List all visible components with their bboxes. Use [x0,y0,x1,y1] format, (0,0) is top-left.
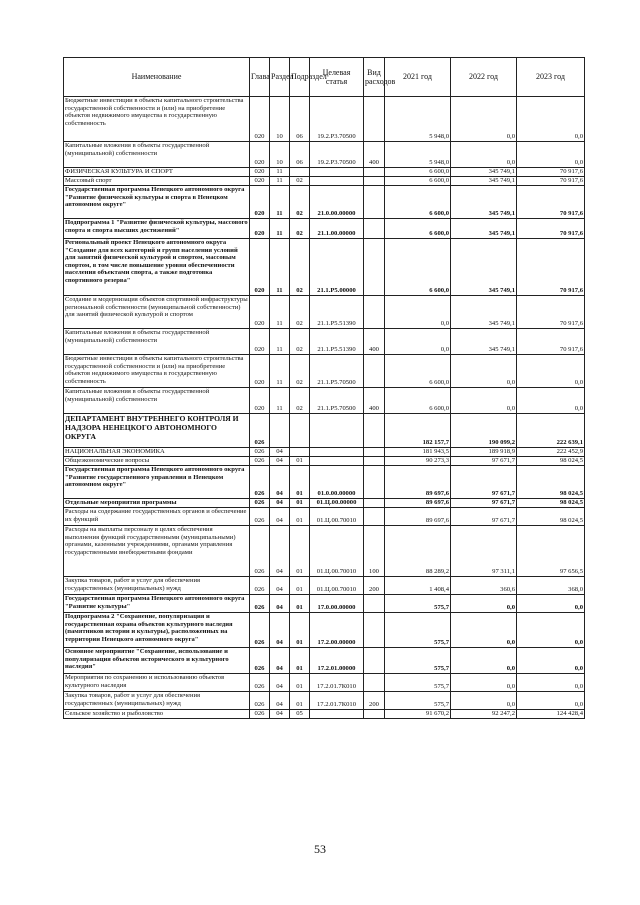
table-row [64,219,585,239]
row-statya [310,448,364,457]
row-2022: 97 671,7 [451,457,517,466]
row-2023: 368,0 [517,577,585,595]
row-2023: 70 917,6 [517,296,585,329]
row-2023: 70 917,6 [517,329,585,355]
row-vid [364,613,385,648]
row-glava: 026 [250,692,270,710]
row-glava: 026 [250,414,270,448]
row-glava: 020 [250,186,270,219]
row-name: Массовый спорт [64,177,250,186]
row-name: Мероприятия по сохранению и использованию объектов культурного наследия [64,674,250,692]
row-2022: 0,0 [451,388,517,414]
row-glava: 020 [250,296,270,329]
row-2021: 575,7 [385,595,451,613]
row-razdel: 04 [270,457,290,466]
row-razdel: 04 [270,613,290,648]
row-glava: 020 [250,97,270,142]
row-name: Бюджетные инвестиции в объекты капитального строительства государственной собственности и (или) на приобретение объектов недвижимого имущества в государственную собственность [64,97,250,142]
row-2023: 0,0 [517,388,585,414]
row-name: Общеэкономические вопросы [64,457,250,466]
row-name: Подпрограмма 2 "Сохранение, популяризация и государственная охрана объектов культурного наследия (памятников истории и культуры), расположенных на территории Ненецкого автономного округа" [64,613,250,648]
row-2021: 89 697,6 [385,466,451,499]
row-glava: 020 [250,219,270,239]
row-2021: 6 600,0 [385,388,451,414]
row-name: Государственная программа Ненецкого автономного округа "Развитие культуры" [64,595,250,613]
row-2023: 70 917,6 [517,168,585,177]
row-glava: 026 [250,577,270,595]
page-number: 53 [314,842,326,856]
header-podrazdel: Подраздел [290,58,310,97]
row-razdel: 10 [270,97,290,142]
row-podrazdel: 01 [290,613,310,648]
row-2021: 91 670,2 [385,710,451,719]
row-2023: 0,0 [517,692,585,710]
row-glava: 026 [250,613,270,648]
row-name: ФИЗИЧЕСКАЯ КУЛЬТУРА И СПОРТ [64,168,250,177]
row-razdel: 11 [270,296,290,329]
table-row [64,648,585,674]
row-podrazdel: 01 [290,457,310,466]
row-2021: 6 600,0 [385,355,451,388]
header-2021: 2021 год [385,58,451,97]
table-row [64,508,585,526]
row-glava: 020 [250,355,270,388]
row-vid: 400 [364,329,385,355]
row-2021: 88 289,2 [385,526,451,577]
row-vid [364,674,385,692]
table-row [64,526,585,577]
row-razdel: 11 [270,329,290,355]
budget-table [63,57,585,719]
row-2021: 6 600,0 [385,177,451,186]
row-statya: 19.2.Р3.70500 [310,97,364,142]
row-name: Государственная программа Ненецкого автономного округа "Развитие государственного управления в Ненецком автономном округе" [64,466,250,499]
header-glava: Глава [250,58,270,97]
header-2023: 2023 год [517,58,585,97]
row-podrazdel: 02 [290,177,310,186]
row-2021: 182 157,7 [385,414,451,448]
row-2022: 345 749,1 [451,219,517,239]
row-podrazdel: 02 [290,219,310,239]
row-razdel: 04 [270,648,290,674]
row-vid: 400 [364,142,385,168]
row-razdel: 04 [270,526,290,577]
row-2022: 360,6 [451,577,517,595]
row-glava: 026 [250,526,270,577]
row-2021: 6 600,0 [385,168,451,177]
row-podrazdel: 02 [290,239,310,296]
row-vid [364,186,385,219]
table-row [64,457,585,466]
row-vid [364,296,385,329]
row-statya: 21.0.00.00000 [310,186,364,219]
row-vid [364,457,385,466]
row-statya: 21.1.Р5.70500 [310,388,364,414]
row-podrazdel [290,414,310,448]
row-2021: 89 697,6 [385,499,451,508]
row-2021: 575,7 [385,613,451,648]
row-name: Капитальные вложения в объекты государственной (муниципальной) собственности [64,142,250,168]
row-statya: 21.1.Р5.00000 [310,239,364,296]
row-name: Региональный проект Ненецкого автономного округа "Создание для всех категорий и групп населения условий для занятий физической культурой и спортом, массовым спортом, в том числе повышение уровня обеспеченности населения объектами спорта, а также подготовка спортивного резерва" [64,239,250,296]
row-statya: 01.Ц.00.70010 [310,526,364,577]
row-2022: 345 749,1 [451,177,517,186]
row-glava: 020 [250,329,270,355]
row-2022: 0,0 [451,648,517,674]
row-vid [364,448,385,457]
row-vid [364,355,385,388]
row-name: Государственная программа Ненецкого автономного округа "Развитие физической культуры и спорта в Ненецком автономном округе" [64,186,250,219]
row-2022: 0,0 [451,97,517,142]
row-vid: 400 [364,388,385,414]
table-row [64,239,585,296]
row-statya: 21.1.Р5.51390 [310,296,364,329]
table-row [64,329,585,355]
row-2023: 70 917,6 [517,186,585,219]
table-row [64,97,585,142]
row-razdel: 04 [270,692,290,710]
row-2022: 190 099,2 [451,414,517,448]
row-glava: 026 [250,595,270,613]
row-podrazdel [290,448,310,457]
row-name: Расходы на содержание государственных органов и обеспечение их функций [64,508,250,526]
row-2021: 0,0 [385,296,451,329]
row-2023: 70 917,6 [517,177,585,186]
row-statya: 01.Ц.00.70010 [310,508,364,526]
row-glava: 020 [250,177,270,186]
table-row [64,499,585,508]
row-razdel: 11 [270,388,290,414]
row-name: Бюджетные инвестиции в объекты капитального строительства государственной собственности и (или) на приобретение объектов недвижимого имущества в государственную собственность [64,355,250,388]
row-2021: 90 273,3 [385,457,451,466]
row-glava: 026 [250,674,270,692]
row-2022: 345 749,1 [451,296,517,329]
row-razdel: 11 [270,355,290,388]
row-2023: 0,0 [517,142,585,168]
row-statya: 01.Ц.00.70010 [310,577,364,595]
row-statya: 17.2.00.00000 [310,613,364,648]
row-razdel: 11 [270,177,290,186]
table-row [64,692,585,710]
row-statya [310,414,364,448]
row-2021: 6 600,0 [385,219,451,239]
table-row [64,142,585,168]
row-statya: 01.0.00.00000 [310,466,364,499]
row-2023: 0,0 [517,648,585,674]
table-row [64,466,585,499]
row-2023: 98 024,5 [517,508,585,526]
row-vid [364,508,385,526]
row-podrazdel: 02 [290,296,310,329]
row-2022: 97 671,7 [451,466,517,499]
row-name: Закупка товаров, работ и услуг для обеспечения государственных (муниципальных) нужд [64,577,250,595]
row-razdel: 11 [270,186,290,219]
row-podrazdel: 02 [290,329,310,355]
table-row [64,577,585,595]
row-statya: 17.0.00.00000 [310,595,364,613]
header-name: Наименование [64,58,250,97]
row-podrazdel: 02 [290,355,310,388]
row-razdel: 04 [270,499,290,508]
row-2023: 222 639,1 [517,414,585,448]
row-vid [364,97,385,142]
row-name: Подпрограмма 1 "Развитие физической культуры, массового спорта и спорта высших достижений" [64,219,250,239]
row-vid [364,168,385,177]
table-row [64,177,585,186]
row-vid [364,219,385,239]
row-podrazdel: 01 [290,577,310,595]
row-name: Закупка товаров, работ и услуг для обеспечения государственных (муниципальных) нужд [64,692,250,710]
row-statya: 17.2.01.7К010 [310,692,364,710]
table-row [64,674,585,692]
header-statya: Целевая статья [310,58,364,97]
row-name: Капитальные вложения в объекты государственной (муниципальной) собственности [64,329,250,355]
row-glava: 020 [250,168,270,177]
row-2023: 0,0 [517,97,585,142]
row-razdel: 04 [270,448,290,457]
row-2023: 0,0 [517,674,585,692]
table-header-row [64,58,585,97]
table-row [64,595,585,613]
row-vid [364,499,385,508]
row-vid [364,466,385,499]
row-2021: 5 948,0 [385,97,451,142]
row-statya: 21.1.Р5.70500 [310,355,364,388]
row-2022: 97 671,7 [451,508,517,526]
row-2021: 575,7 [385,674,451,692]
row-razdel: 04 [270,466,290,499]
row-name: Отдельные мероприятия программы [64,499,250,508]
row-2023: 70 917,6 [517,239,585,296]
row-name: Капитальные вложения в объекты государственной (муниципальной) собственности [64,388,250,414]
row-podrazdel: 02 [290,388,310,414]
row-razdel [270,414,290,448]
header-2022: 2022 год [451,58,517,97]
row-statya: 17.2.01.7К010 [310,674,364,692]
row-glava: 026 [250,457,270,466]
row-statya: 21.1.Р5.51390 [310,329,364,355]
row-razdel: 04 [270,710,290,719]
row-glava: 020 [250,239,270,296]
row-statya [310,168,364,177]
row-razdel: 11 [270,219,290,239]
row-podrazdel [290,168,310,177]
row-statya [310,177,364,186]
row-razdel: 04 [270,674,290,692]
row-glava: 026 [250,648,270,674]
row-vid: 200 [364,692,385,710]
row-2022: 97 671,7 [451,499,517,508]
table-row [64,296,585,329]
row-2021: 1 408,4 [385,577,451,595]
row-2021: 575,7 [385,692,451,710]
row-razdel: 10 [270,142,290,168]
row-name: Создание и модернизация объектов спортивной инфраструктуры региональной собственности (муниципальной собственности) для занятий физической культурой и спортом [64,296,250,329]
table-row [64,168,585,177]
row-vid [364,648,385,674]
row-razdel: 04 [270,508,290,526]
row-2022: 0,0 [451,674,517,692]
row-podrazdel: 01 [290,674,310,692]
header-vid: Вид расходов [364,58,385,97]
row-vid [364,239,385,296]
row-2023: 98 024,5 [517,457,585,466]
row-2022: 345 749,1 [451,329,517,355]
row-podrazdel: 01 [290,466,310,499]
row-2023: 98 024,5 [517,499,585,508]
row-glava: 020 [250,388,270,414]
row-glava: 020 [250,142,270,168]
header-razdel: Раздел [270,58,290,97]
row-podrazdel: 01 [290,595,310,613]
row-razdel: 04 [270,577,290,595]
table-row [64,388,585,414]
row-name: Сельское хозяйство и рыболовство [64,710,250,719]
table-row [64,448,585,457]
row-2021: 181 943,5 [385,448,451,457]
table-row [64,613,585,648]
row-podrazdel: 01 [290,692,310,710]
row-glava: 026 [250,448,270,457]
row-statya: 17.2.01.00000 [310,648,364,674]
row-vid: 100 [364,526,385,577]
row-vid: 200 [364,577,385,595]
row-2023: 124 428,4 [517,710,585,719]
row-2022: 0,0 [451,613,517,648]
row-2021: 89 697,6 [385,508,451,526]
row-2023: 0,0 [517,355,585,388]
row-podrazdel: 01 [290,526,310,577]
row-2022: 189 918,9 [451,448,517,457]
row-2022: 0,0 [451,355,517,388]
row-2022: 345 749,1 [451,168,517,177]
row-2022: 92 247,2 [451,710,517,719]
row-glava: 026 [250,710,270,719]
row-name: ДЕПАРТАМЕНТ ВНУТРЕННЕГО КОНТРОЛЯ И НАДЗОРА НЕНЕЦКОГО АВТОНОМНОГО ОКРУГА [64,414,250,448]
row-2022: 0,0 [451,595,517,613]
row-2021: 6 600,0 [385,186,451,219]
row-statya: 21.1.00.00000 [310,219,364,239]
table-row [64,710,585,719]
row-glava: 026 [250,508,270,526]
row-2022: 97 311,1 [451,526,517,577]
row-statya [310,710,364,719]
row-podrazdel: 02 [290,186,310,219]
row-2023: 0,0 [517,595,585,613]
row-2023: 98 024,5 [517,466,585,499]
row-2021: 5 948,0 [385,142,451,168]
row-2023: 0,0 [517,613,585,648]
row-razdel: 04 [270,595,290,613]
row-statya [310,457,364,466]
row-statya: 19.2.Р3.70500 [310,142,364,168]
row-2023: 70 917,6 [517,219,585,239]
row-2021: 575,7 [385,648,451,674]
row-glava: 026 [250,466,270,499]
row-podrazdel: 06 [290,97,310,142]
row-name: Основное мероприятие "Сохранение, использование и популяризация объектов исторического и культурного наследия" [64,648,250,674]
row-2021: 0,0 [385,329,451,355]
row-vid [364,177,385,186]
row-2022: 345 749,1 [451,186,517,219]
row-razdel: 11 [270,168,290,177]
row-vid [364,414,385,448]
row-podrazdel: 05 [290,710,310,719]
table-row [64,414,585,448]
row-podrazdel: 01 [290,508,310,526]
row-name: Расходы на выплаты персоналу в целях обеспечения выполнения функций государственными (муниципальными) органами, казенными учреждениями, органами управления государственными внебюджетными фондами [64,526,250,577]
row-2023: 97 656,5 [517,526,585,577]
row-2023: 222 452,9 [517,448,585,457]
row-2021: 6 600,0 [385,239,451,296]
row-podrazdel: 01 [290,499,310,508]
row-vid [364,595,385,613]
row-2022: 0,0 [451,692,517,710]
row-2022: 0,0 [451,142,517,168]
row-2022: 345 749,1 [451,239,517,296]
row-podrazdel: 01 [290,648,310,674]
row-podrazdel: 06 [290,142,310,168]
row-statya: 01.Ц.00.00000 [310,499,364,508]
row-name: НАЦИОНАЛЬНАЯ ЭКОНОМИКА [64,448,250,457]
row-glava: 026 [250,499,270,508]
table-row [64,355,585,388]
row-razdel: 11 [270,239,290,296]
table-row [64,186,585,219]
row-vid [364,710,385,719]
